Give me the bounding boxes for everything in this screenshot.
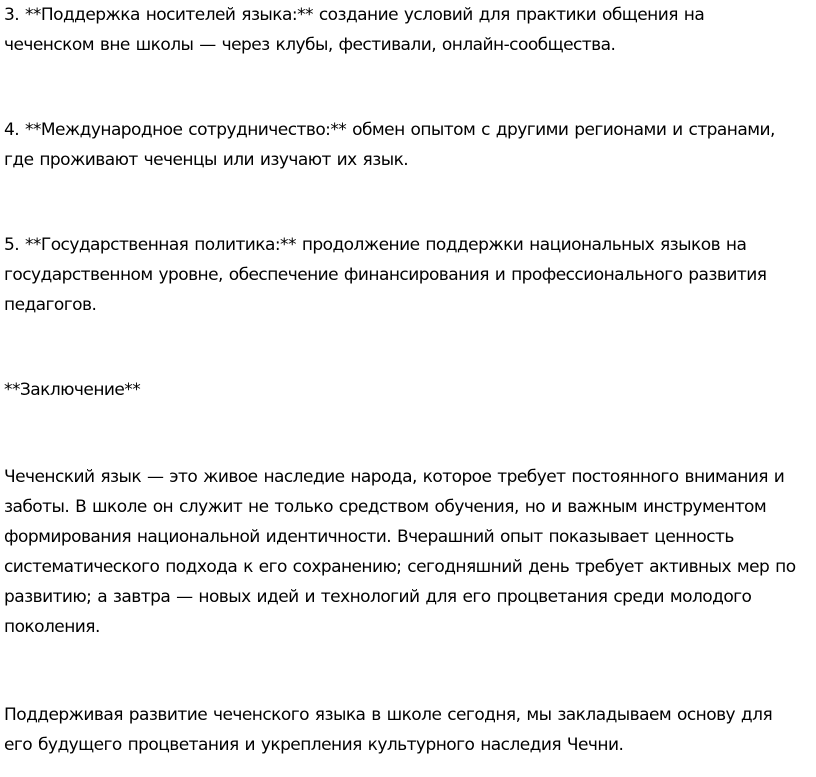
paragraph-native-speakers-support: 3. **Поддержка носителей языка:** создание условий для практики общения на чеченском вне школы — через клубы, фестивали, онлайн-сообщества. [4, 5, 705, 55]
section-heading-conclusion: **Заключение** [4, 380, 141, 400]
paragraph-conclusion-body: Чеченский язык — это живое наследие народа, которое требует постоянного внимания и заботы. В школе он служит не только средством обучения, но и важным инструментом формирования национальной идентичности. Вчерашний опыт показывает ценность систематического подхода к его сохранению; сегодняшний день требует активных мер по развитию; а завтра — новых идей и технологий для его процветания среди молодого поколения. [4, 467, 796, 637]
paragraph-international-cooperation: 4. **Международное сотрудничество:** обмен опытом с другими регионами и странами, где проживают чеченцы или изучают их язык. [4, 120, 775, 170]
paragraph-state-policy: 5. **Государственная политика:** продолжение поддержки национальных языков на государственном уровне, обеспечение финансирования и профессионального развития педагогов. [4, 235, 767, 315]
paragraph-closing-statement: Поддерживая развитие чеченского языка в школе сегодня, мы закладываем основу для его будущего процветания и укрепления культурного наследия Чечни. [4, 705, 773, 755]
